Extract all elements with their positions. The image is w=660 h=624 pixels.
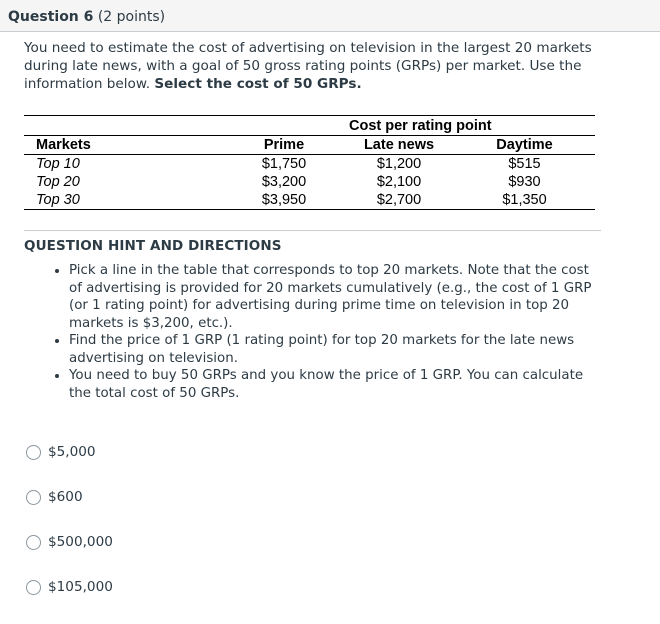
table-cell: $3,950 (261, 192, 307, 208)
table-row (24, 155, 595, 174)
radio-button[interactable] (26, 445, 41, 460)
table-cell: $1,350 (502, 192, 547, 208)
table-super-header: Cost per rating point (349, 118, 492, 134)
radio-button[interactable] (26, 490, 41, 505)
table-cell: Top 10 (24, 155, 174, 174)
table-row (24, 191, 595, 210)
answer-option[interactable] (26, 576, 226, 598)
section-divider (24, 230, 601, 231)
question-prompt (24, 39, 624, 93)
table-cell: Top 20 (36, 174, 80, 190)
answer-option[interactable] (26, 441, 226, 463)
hint-item: • Find the price of 1 GRP (1 rating point) for top 20 markets for the late news advertising on television. (69, 332, 604, 367)
table-cell: $1,750 (174, 155, 344, 174)
column-header: Markets (24, 136, 174, 155)
table-cell: $1,200 (344, 155, 454, 174)
answer-option[interactable] (26, 531, 226, 553)
column-header: Daytime (454, 136, 595, 155)
question-points: (2 points) (97, 9, 166, 25)
table-row (24, 173, 595, 191)
hint-item: • You need to buy 50 GRPs and you know the price of 1 GRP. You can calculate the total cost of 50 GRPs. (69, 367, 604, 402)
answer-label: $600 (48, 489, 83, 505)
answer-label: $5,000 (48, 444, 96, 460)
column-header: Prime (174, 136, 344, 155)
table-super-header-row (24, 116, 595, 136)
table-cell: Top 30 (36, 192, 80, 208)
table-cell: $3,200 (261, 174, 307, 190)
answer-option[interactable] (26, 486, 226, 508)
hint-title: QUESTION HINT AND DIRECTIONS (24, 238, 282, 254)
radio-button[interactable] (26, 580, 41, 595)
table-cell: $2,100 (376, 174, 422, 190)
hint-list (24, 262, 604, 402)
table-cell: $515 (454, 155, 595, 174)
answer-label: $500,000 (48, 534, 113, 550)
table-cell: $930 (508, 174, 541, 190)
table-cell: $2,700 (376, 192, 422, 208)
cost-table (24, 115, 595, 210)
table-header-row (24, 136, 595, 155)
question-number: Question 6 (8, 9, 94, 25)
prompt-text: You need to estimate the cost of advertising on television in the largest 20 markets during late news, with a goal of 50 gross rating points (GRPs) per market. Use the information below. (24, 40, 592, 92)
radio-button[interactable] (26, 535, 41, 550)
question-header (0, 0, 660, 32)
prompt-emphasis: Select the cost of 50 GRPs. (154, 76, 362, 92)
hint-item: • Pick a line in the table that corresponds to top 20 markets. Note that the cost of advertising is provided for 20 markets cumulatively (e.g., the cost of 1 GRP (or 1 rating point) for advertising during prime time on television in top 20 markets is $3,200, etc.). (69, 262, 604, 332)
column-header: Late news (344, 136, 454, 155)
answer-label: $105,000 (48, 579, 113, 595)
